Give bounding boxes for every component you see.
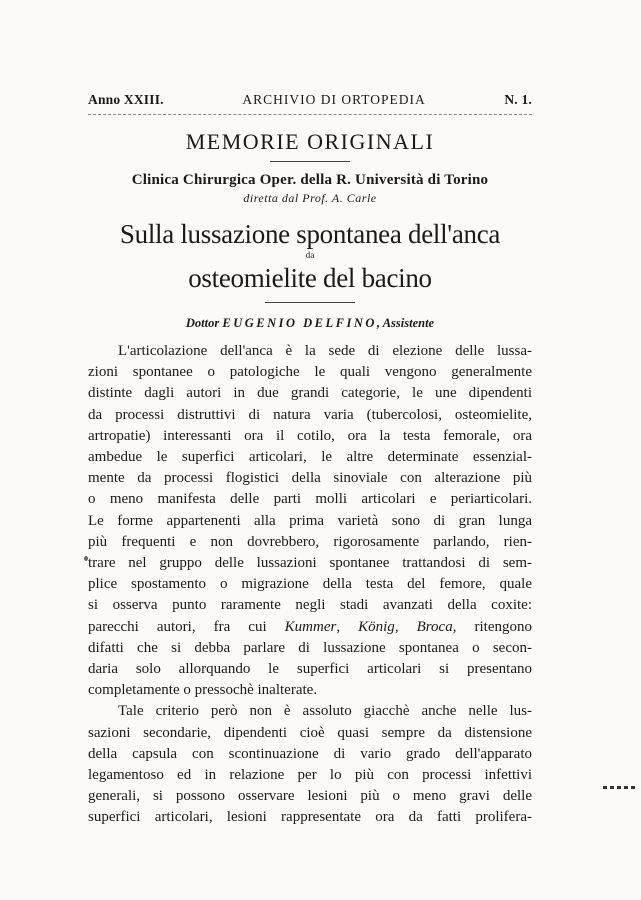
body-line: difatti che si debba parlare di lussazione spontanea o secon- xyxy=(88,639,532,656)
body-line: Tale criterio però non è assoluto giacchè anche nelle lus- xyxy=(118,703,532,720)
body-line: zioni spontanee o patologiche le quali vengono generalmente xyxy=(88,364,532,381)
section-title: MEMORIE ORIGINALI xyxy=(185,129,435,154)
body-line: sazioni secondarie, dipendenti cioè quasi sempre da distensione xyxy=(88,724,532,741)
body-line: ambedue le superfici articolari, le altre determinate essenzial- xyxy=(88,449,532,466)
issue-number: N. 1. xyxy=(504,92,532,107)
body-line: generali, si possono osservare lesioni più o meno gravi delle xyxy=(88,788,532,805)
body-line: superfici articolari, lesioni rappresentate ora da fatti prolifera- xyxy=(88,809,532,826)
article-title-line-1: Sulla lussazione spontanea dell'anca xyxy=(119,219,501,249)
body-text-fragment: , xyxy=(394,618,417,635)
author-name: EUGENIO DELFINO xyxy=(222,316,377,330)
journal-title: ARCHIVIO DI ORTOPEDIA xyxy=(242,92,426,107)
print-speck xyxy=(84,556,88,561)
body-line: più frequenti e non dovrebbero, rigorosamente parlando, rien- xyxy=(88,533,532,550)
article-body xyxy=(88,341,532,829)
clinic-affiliation: Clinica Chirurgica Oper. della R. Università di Torino xyxy=(131,172,489,188)
body-line: completamente o pressochè inalterate. xyxy=(88,682,318,699)
body-line: trare nel gruppo delle lussazioni spontanee trattandosi di sem- xyxy=(88,555,532,572)
cited-author-konig: König xyxy=(358,618,395,635)
body-line-with-citations xyxy=(88,617,532,638)
body-line: mente da processi flogistici della sinoviale con alterazione più xyxy=(88,470,532,487)
body-line: della capsula con scontinuazione di vario grado dell'apparato xyxy=(88,745,532,762)
author-byline xyxy=(88,316,532,331)
body-line: daria solo allorquando le superfici articolari si presentano xyxy=(88,661,532,678)
body-text-fragment: , ritengono xyxy=(452,618,532,635)
article-page xyxy=(88,92,532,829)
author-prefix: Dottor xyxy=(185,316,220,330)
body-text-fragment: parecchi autori, fra cui xyxy=(88,618,285,635)
body-line: si osserva punto raramente negli stadi avanzati della coxite: xyxy=(88,597,532,614)
body-line: legamentoso ed in relazione per lo più con processi infettivi xyxy=(88,767,532,784)
cited-author-broca: Broca xyxy=(416,618,453,635)
cited-author-kummer: Kummer xyxy=(284,618,337,635)
section-divider xyxy=(270,161,350,162)
director-line: diretta dal Prof. A. Carle xyxy=(243,191,377,205)
margin-mark xyxy=(603,786,637,789)
header-rule xyxy=(88,114,532,115)
author-role: , Assistente xyxy=(376,316,435,330)
body-text-fragment: , xyxy=(336,618,359,635)
article-title-line-2: osteomielite del bacino xyxy=(188,263,432,293)
body-line: artropatie) interessanti ora il cotilo, ora la testa femorale, ora xyxy=(88,427,532,444)
body-line: o meno manifesta delle parti molli articolari e periarticolari. xyxy=(88,491,532,508)
body-line: Le forme appartenenti alla prima varietà sono di gran lunga xyxy=(88,512,532,529)
body-line: plice spostamento o migrazione della testa del femore, quale xyxy=(88,576,532,593)
title-divider xyxy=(265,302,355,303)
body-line: da processi distruttivi di natura varia (tubercolosi, osteomielite, xyxy=(88,406,532,423)
body-line: distinte dagli autori in due grandi categorie, le une dipendenti xyxy=(88,385,532,402)
running-head xyxy=(88,92,532,108)
article-title-connector: da xyxy=(305,251,315,261)
volume-label: Anno XXIII. xyxy=(88,92,164,107)
body-line: L'articolazione dell'anca è la sede di elezione delle lussa- xyxy=(118,343,532,359)
